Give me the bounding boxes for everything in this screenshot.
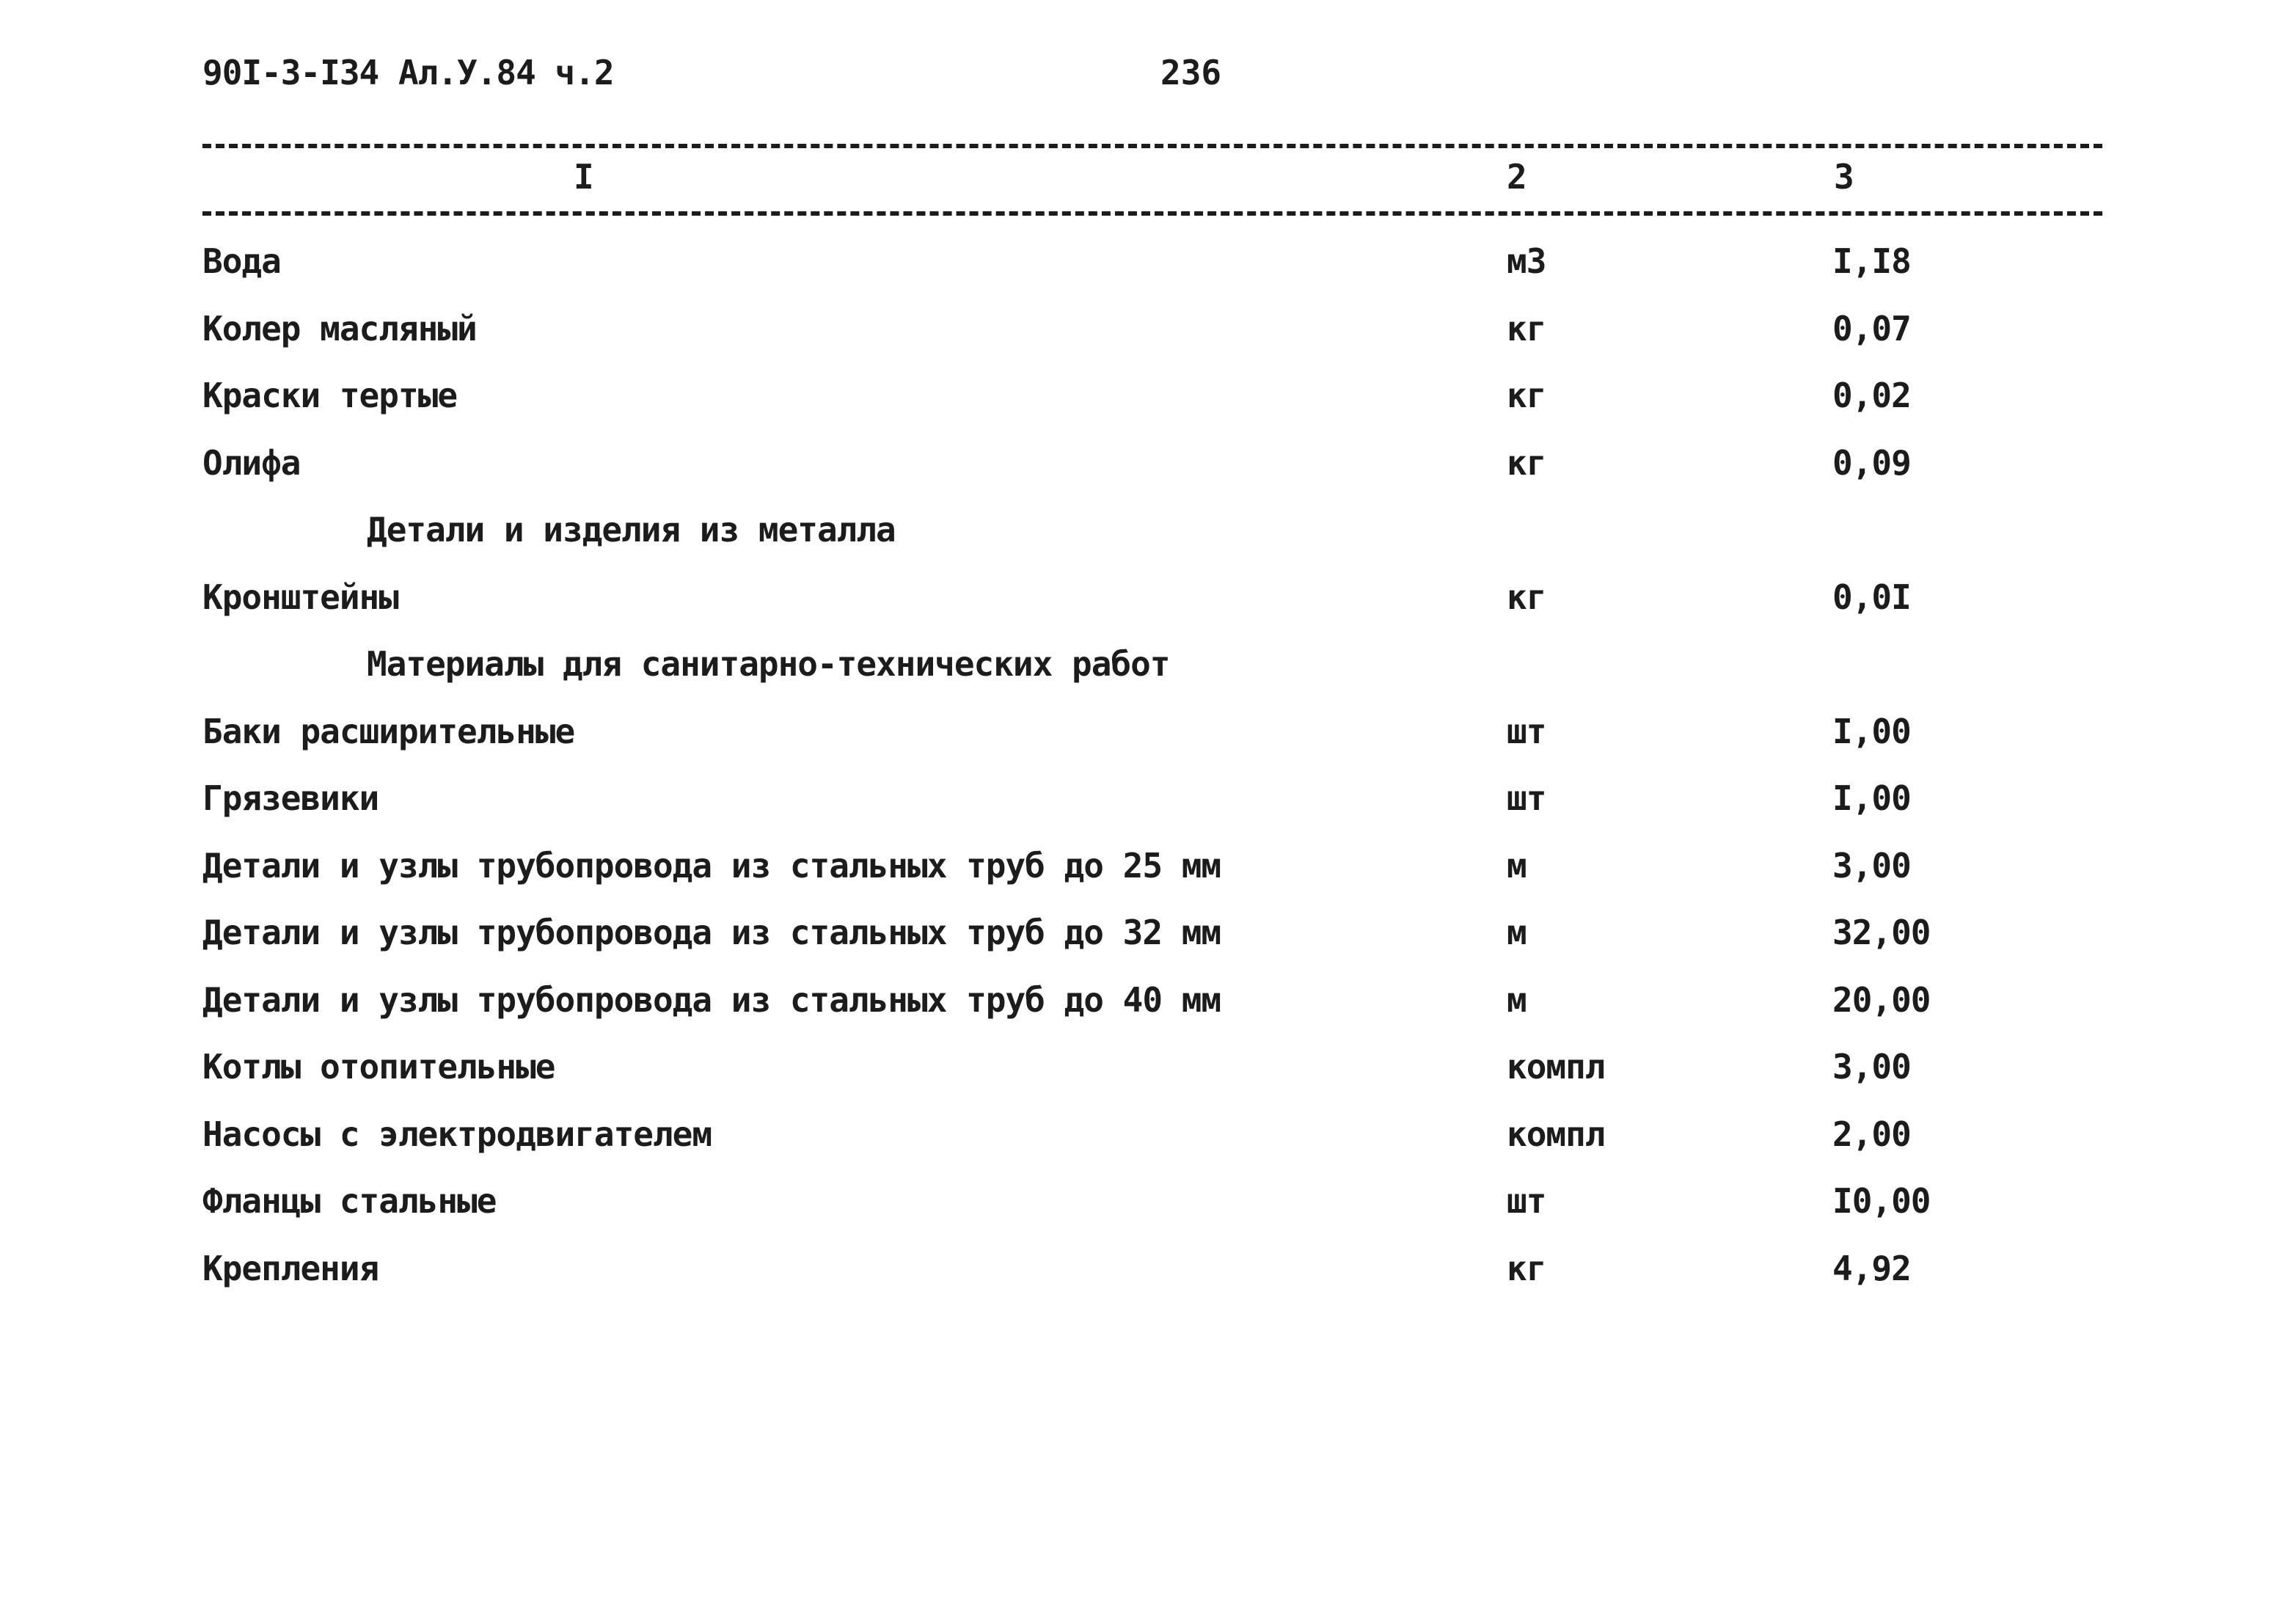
table-row bbox=[202, 1179, 2102, 1246]
unit-of-measure: кг bbox=[1507, 308, 1546, 348]
table-header-rule bbox=[202, 211, 2102, 216]
table-row bbox=[202, 709, 2102, 777]
table-row bbox=[202, 844, 2102, 911]
unit-of-measure: шт bbox=[1507, 711, 1546, 751]
material-name: Детали и узлы трубопровода из стальных труб до 32 мм bbox=[202, 913, 1221, 952]
quantity-value: 20,00 bbox=[1832, 979, 1931, 1020]
table-top-rule bbox=[202, 144, 2102, 148]
unit-of-measure: кг bbox=[1507, 577, 1546, 617]
material-name: Котлы отопительные bbox=[202, 1047, 555, 1087]
quantity-value: 0,07 bbox=[1832, 308, 1911, 348]
quantity-value: I,00 bbox=[1832, 778, 1911, 818]
unit-of-measure: м bbox=[1507, 845, 1527, 886]
table-row bbox=[202, 910, 2102, 978]
table-row bbox=[202, 307, 2102, 374]
quantity-value: 3,00 bbox=[1832, 845, 1911, 886]
section-heading-row bbox=[202, 642, 2102, 709]
quantity-value: 4,92 bbox=[1832, 1248, 1911, 1288]
table-body bbox=[202, 239, 2102, 1313]
material-name: Олифа bbox=[202, 442, 301, 483]
unit-of-measure: кг bbox=[1507, 442, 1546, 483]
table-row bbox=[202, 776, 2102, 844]
unit-of-measure: м3 bbox=[1507, 241, 1546, 281]
column-header-name: I bbox=[574, 157, 594, 197]
table-row bbox=[202, 1045, 2102, 1112]
quantity-value: 0,0I bbox=[1832, 577, 1911, 617]
unit-of-measure: шт bbox=[1507, 1181, 1546, 1221]
material-name: Насосы с электродвигателем bbox=[202, 1114, 712, 1154]
unit-of-measure: компл bbox=[1507, 1047, 1605, 1087]
unit-of-measure: кг bbox=[1507, 1248, 1546, 1288]
material-name: Кронштейны bbox=[202, 577, 398, 617]
material-name: Колер масляный bbox=[202, 308, 477, 348]
material-name: Крепления bbox=[202, 1248, 379, 1288]
table-row bbox=[202, 575, 2102, 643]
material-name: Детали и узлы трубопровода из стальных труб до 25 мм bbox=[202, 845, 1221, 886]
table-row bbox=[202, 1112, 2102, 1180]
table-row bbox=[202, 441, 2102, 508]
unit-of-measure: кг bbox=[1507, 376, 1546, 415]
material-name: Вода bbox=[202, 241, 281, 281]
material-name: Фланцы стальные bbox=[202, 1181, 497, 1221]
page-number: 236 bbox=[1160, 53, 1222, 92]
column-header-quantity: 3 bbox=[1834, 157, 1854, 197]
section-heading-row bbox=[202, 508, 2102, 575]
unit-of-measure: компл bbox=[1507, 1114, 1605, 1154]
material-name: Баки расширительные bbox=[202, 711, 575, 751]
section-heading: Детали и изделия из металла bbox=[367, 510, 896, 549]
quantity-value: 0,02 bbox=[1832, 376, 1911, 415]
unit-of-measure: м bbox=[1507, 913, 1527, 952]
quantity-value: 3,00 bbox=[1832, 1047, 1911, 1087]
table-row bbox=[202, 978, 2102, 1045]
material-name: Детали и узлы трубопровода из стальных труб до 40 мм bbox=[202, 979, 1221, 1020]
material-name: Краски тертые bbox=[202, 376, 458, 415]
quantity-value: 2,00 bbox=[1832, 1114, 1911, 1154]
section-heading: Материалы для санитарно-технических работ bbox=[367, 644, 1170, 684]
column-header-unit: 2 bbox=[1507, 157, 1527, 197]
material-name: Грязевики bbox=[202, 778, 379, 818]
table-row bbox=[202, 1246, 2102, 1314]
unit-of-measure: шт bbox=[1507, 778, 1546, 818]
table-row bbox=[202, 373, 2102, 441]
table-row bbox=[202, 239, 2102, 307]
quantity-value: I0,00 bbox=[1832, 1181, 1931, 1221]
document-code: 90I-3-I34 Ал.У.84 ч.2 bbox=[202, 53, 614, 92]
unit-of-measure: м bbox=[1507, 979, 1527, 1020]
quantity-value: I,I8 bbox=[1832, 241, 1911, 281]
quantity-value: 32,00 bbox=[1832, 913, 1931, 952]
quantity-value: 0,09 bbox=[1832, 442, 1911, 483]
quantity-value: I,00 bbox=[1832, 711, 1911, 751]
